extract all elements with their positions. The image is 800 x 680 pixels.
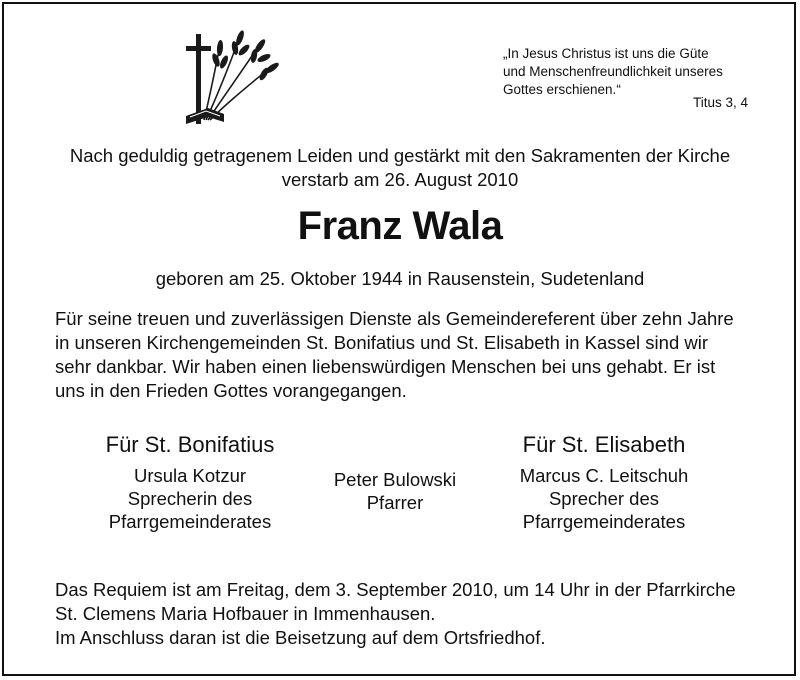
verse-reference: Titus 3, 4: [692, 95, 748, 110]
bible-quote: [503, 45, 753, 99]
signer-role: Pfarrgemeinderates: [522, 511, 686, 532]
quote-line: und Menschenfreundlichkeit unseres: [503, 64, 723, 79]
signature-pastor: [310, 468, 480, 514]
signer-role: Sprecher des: [548, 488, 660, 509]
tribute-line: in unseren Kirchengemeinden St. Bonifatius und St. Elisabeth in Kassel sind wir: [55, 332, 709, 353]
quote-line: „In Jesus Christus ist uns die Güte: [503, 46, 709, 61]
funeral-info: [55, 578, 755, 650]
signer-role: Pfarrgemeinderates: [108, 511, 272, 532]
quote-line: Gottes erschienen.“: [503, 82, 621, 97]
funeral-line: Im Anschluss daran ist die Beisetzung auf dem Ortsfriedhof.: [55, 627, 546, 648]
parish-heading: Für St. Bonifatius: [105, 432, 275, 457]
signer-name: Ursula Kotzur: [133, 465, 247, 486]
intro-text: [0, 144, 800, 192]
signer-name: Marcus C. Leitschuh: [519, 465, 689, 486]
cross-wheat-bible-icon: [168, 24, 280, 134]
deceased-name: Franz Wala: [297, 204, 503, 248]
funeral-line: St. Clemens Maria Hofbauer in Immenhausen.: [55, 603, 436, 624]
signer-name: Peter Bulowski: [333, 469, 457, 490]
intro-line: Nach geduldig getragenem Leiden und gestärkt mit den Sakramenten der Kirche: [69, 145, 731, 166]
intro-line: verstarb am 26. August 2010: [281, 169, 519, 190]
parish-heading: Für St. Elisabeth: [522, 432, 686, 457]
tribute-paragraph: [55, 307, 755, 403]
tribute-line: Für seine treuen und zuverlässigen Dienste als Gemeindereferent über zehn Jahre: [55, 308, 734, 329]
signature-bonifatius: [70, 433, 310, 533]
signer-role: Sprecherin des: [127, 488, 253, 509]
funeral-line: Das Requiem ist am Freitag, dem 3. September 2010, um 14 Uhr in der Pfarrkirche: [55, 579, 736, 600]
signature-elisabeth: [484, 433, 724, 533]
birth-info: geboren am 25. Oktober 1944 in Rausenstein, Sudetenland: [155, 268, 645, 289]
signer-role: Pfarrer: [366, 492, 424, 513]
tribute-line: sehr dankbar. Wir haben einen liebenswürdigen Menschen bei uns gehabt. Er ist: [55, 356, 716, 377]
tribute-line: uns in den Frieden Gottes vorangegangen.: [55, 380, 407, 401]
